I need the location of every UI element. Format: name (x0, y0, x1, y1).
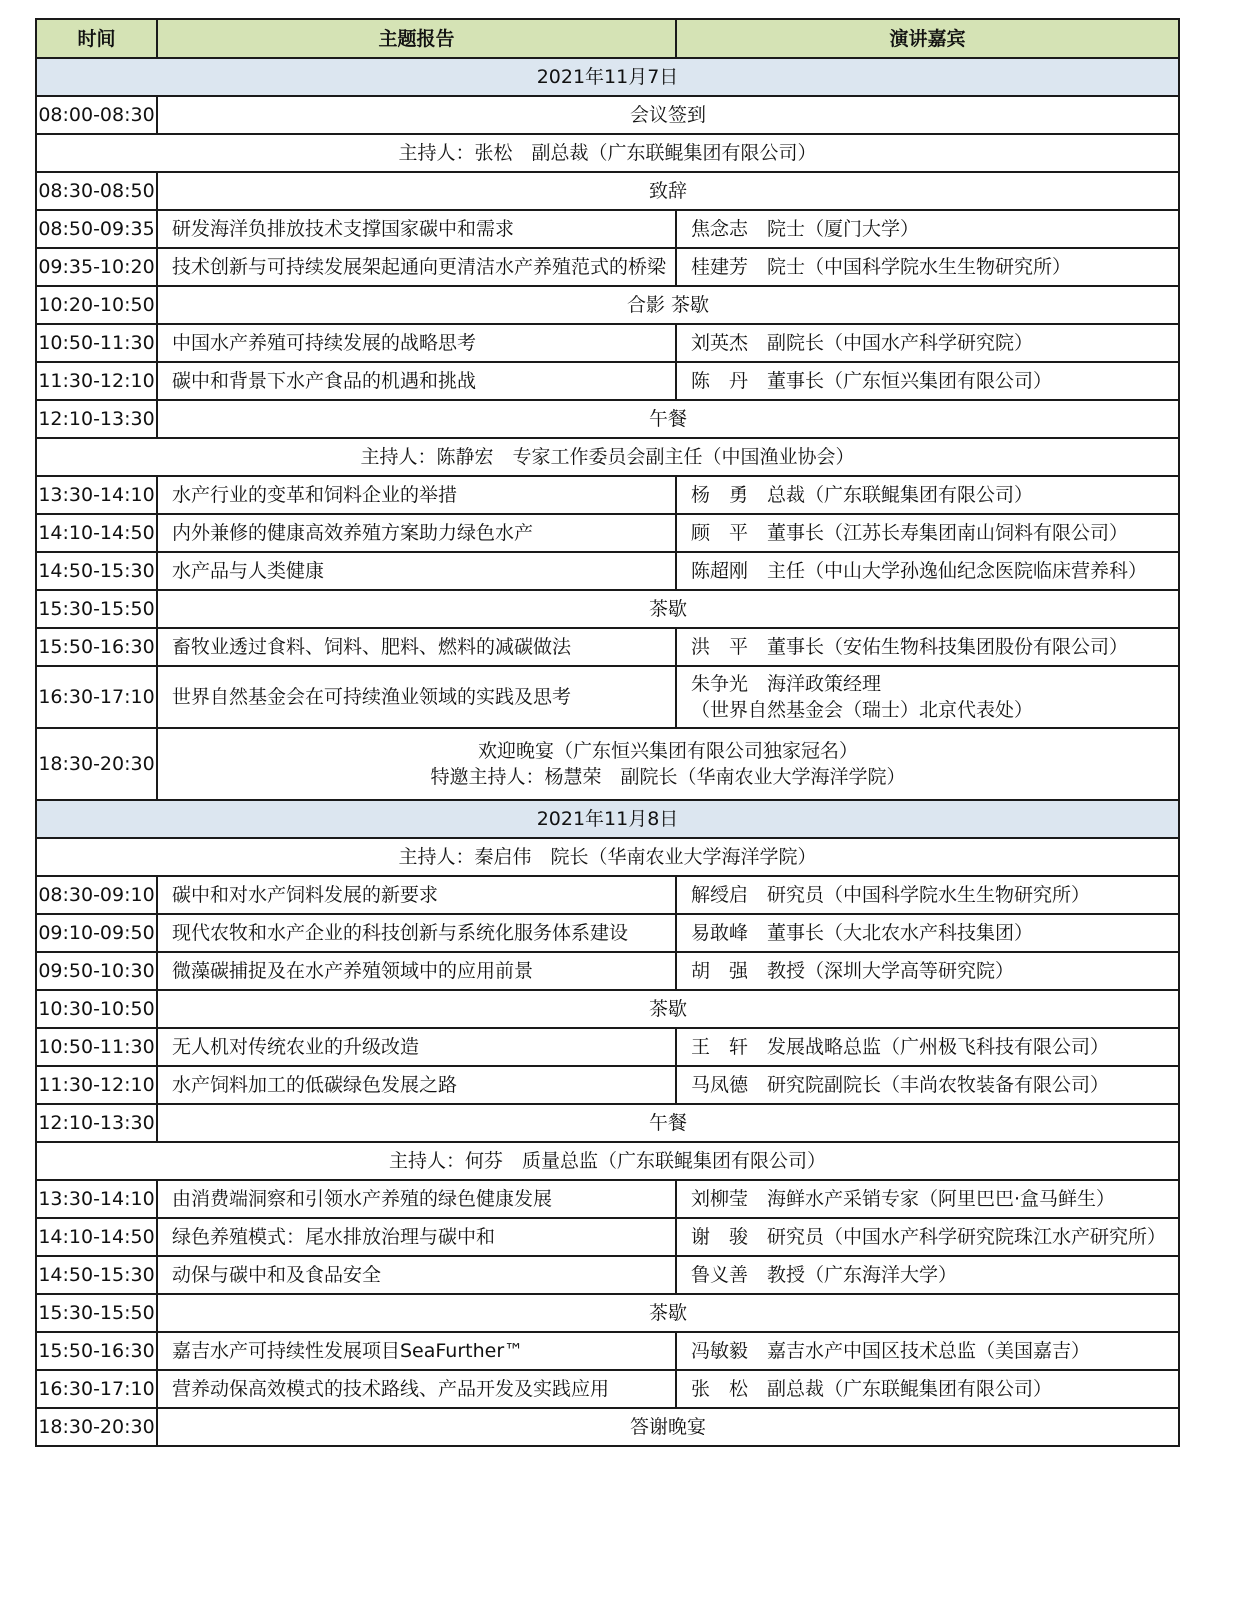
dinner-cell (157, 728, 1179, 800)
session-cell: 茶歇 (157, 1294, 1179, 1332)
host-cell: 主持人：秦启伟 院长（华南农业大学海洋学院） (36, 838, 1179, 876)
speaker-cell: 胡 强 教授（深圳大学高等研究院） (676, 952, 1179, 990)
time-cell: 08:50-09:35 (36, 210, 157, 248)
time-cell: 14:10-14:50 (36, 1218, 157, 1256)
table-row (36, 552, 1179, 590)
speaker-cell: 马凤德 研究院副院长（丰尚农牧装备有限公司） (676, 1066, 1179, 1104)
session-cell: 答谢晚宴 (157, 1408, 1179, 1446)
table-row (36, 400, 1179, 438)
time-cell: 13:30-14:10 (36, 476, 157, 514)
day2-section (36, 838, 1179, 1446)
table-row (36, 172, 1179, 210)
table-row (36, 324, 1179, 362)
table-row (36, 952, 1179, 990)
topic-cell: 水产饲料加工的低碳绿色发展之路 (157, 1066, 676, 1104)
session-cell: 致辞 (157, 172, 1179, 210)
topic-cell: 碳中和对水产饲料发展的新要求 (157, 876, 676, 914)
table-row (36, 1218, 1179, 1256)
table-row (36, 1332, 1179, 1370)
topic-cell: 碳中和背景下水产食品的机遇和挑战 (157, 362, 676, 400)
topic-cell: 内外兼修的健康高效养殖方案助力绿色水产 (157, 514, 676, 552)
table-row (36, 628, 1179, 666)
table-row (36, 514, 1179, 552)
time-cell: 09:35-10:20 (36, 248, 157, 286)
table-row (36, 1028, 1179, 1066)
table-row (36, 1180, 1179, 1218)
table-row (36, 666, 1179, 728)
date-label: 2021年11月7日 (36, 58, 1179, 96)
table-row (36, 1066, 1179, 1104)
table-row (36, 728, 1179, 800)
header-topic: 主题报告 (157, 19, 676, 58)
host-cell: 主持人：何芬 质量总监（广东联鲲集团有限公司） (36, 1142, 1179, 1180)
host-cell: 主持人：陈静宏 专家工作委员会副主任（中国渔业协会） (36, 438, 1179, 476)
day1-section (36, 58, 1179, 666)
topic-cell: 现代农牧和水产企业的科技创新与系统化服务体系建设 (157, 914, 676, 952)
table-row (36, 438, 1179, 476)
speaker-cell: 张 松 副总裁（广东联鲲集团有限公司） (676, 1370, 1179, 1408)
header-time: 时间 (36, 19, 157, 58)
time-cell: 15:30-15:50 (36, 1294, 157, 1332)
time-cell: 14:50-15:30 (36, 552, 157, 590)
time-cell: 18:30-20:30 (36, 1408, 157, 1446)
time-cell: 15:50-16:30 (36, 1332, 157, 1370)
time-cell: 14:10-14:50 (36, 514, 157, 552)
host-cell: 主持人：张松 副总裁（广东联鲲集团有限公司） (36, 134, 1179, 172)
time-cell: 15:30-15:50 (36, 590, 157, 628)
session-cell: 茶歇 (157, 590, 1179, 628)
time-cell: 12:10-13:30 (36, 400, 157, 438)
header-speaker: 演讲嘉宾 (676, 19, 1179, 58)
date-row (36, 58, 1179, 96)
time-cell: 08:30-09:10 (36, 876, 157, 914)
time-cell: 16:30-17:10 (36, 666, 157, 728)
speaker-cell (676, 666, 1179, 728)
table-row (36, 210, 1179, 248)
topic-cell: 水产行业的变革和饲料企业的举措 (157, 476, 676, 514)
speaker-cell: 易敢峰 董事长（大北农水产科技集团） (676, 914, 1179, 952)
table-row (36, 914, 1179, 952)
table-row (36, 1370, 1179, 1408)
dinner-title: 欢迎晚宴（广东恒兴集团有限公司独家冠名） (477, 740, 858, 762)
topic-cell: 嘉吉水产可持续性发展项目SeaFurther™ (157, 1332, 676, 1370)
time-cell: 14:50-15:30 (36, 1256, 157, 1294)
topic-cell: 中国水产养殖可持续发展的战略思考 (157, 324, 676, 362)
speaker-cell: 陈超刚 主任（中山大学孙逸仙纪念医院临床营养科） (676, 552, 1179, 590)
day1-extra-section (36, 666, 1179, 838)
table-row (36, 134, 1179, 172)
table-row (36, 1142, 1179, 1180)
topic-cell: 畜牧业透过食料、饲料、肥料、燃料的减碳做法 (157, 628, 676, 666)
speaker-affiliation: （世界自然基金会（瑞士）北京代表处） (691, 699, 1034, 721)
session-cell: 会议签到 (157, 96, 1179, 134)
topic-cell: 水产品与人类健康 (157, 552, 676, 590)
header-row (36, 19, 1179, 58)
time-cell: 18:30-20:30 (36, 728, 157, 800)
date-label: 2021年11月8日 (36, 800, 1179, 838)
topic-cell: 绿色养殖模式：尾水排放治理与碳中和 (157, 1218, 676, 1256)
speaker-cell: 解绶启 研究员（中国科学院水生生物研究所） (676, 876, 1179, 914)
speaker-cell: 洪 平 董事长（安佑生物科技集团股份有限公司） (676, 628, 1179, 666)
time-cell: 10:20-10:50 (36, 286, 157, 324)
speaker-cell: 谢 骏 研究员（中国水产科学研究院珠江水产研究所） (676, 1218, 1179, 1256)
table-row (36, 876, 1179, 914)
time-cell: 08:30-08:50 (36, 172, 157, 210)
speaker-cell: 焦念志 院士（厦门大学） (676, 210, 1179, 248)
speaker-cell: 陈 丹 董事长（广东恒兴集团有限公司） (676, 362, 1179, 400)
table-row (36, 990, 1179, 1028)
time-cell: 09:50-10:30 (36, 952, 157, 990)
topic-cell: 研发海洋负排放技术支撑国家碳中和需求 (157, 210, 676, 248)
table-row (36, 590, 1179, 628)
table-row (36, 476, 1179, 514)
speaker-cell: 王 轩 发展战略总监（广州极飞科技有限公司） (676, 1028, 1179, 1066)
table-row (36, 1256, 1179, 1294)
time-cell: 11:30-12:10 (36, 362, 157, 400)
time-cell: 11:30-12:10 (36, 1066, 157, 1104)
time-cell: 08:00-08:30 (36, 96, 157, 134)
table-row (36, 248, 1179, 286)
dinner-host: 特邀主持人：杨慧荣 副院长（华南农业大学海洋学院） (430, 766, 906, 788)
time-cell: 10:30-10:50 (36, 990, 157, 1028)
topic-cell: 由消费端洞察和引领水产养殖的绿色健康发展 (157, 1180, 676, 1218)
time-cell: 16:30-17:10 (36, 1370, 157, 1408)
speaker-cell: 刘英杰 副院长（中国水产科学研究院） (676, 324, 1179, 362)
time-cell: 15:50-16:30 (36, 628, 157, 666)
table-row (36, 838, 1179, 876)
speaker-cell: 冯敏毅 嘉吉水产中国区技术总监（美国嘉吉） (676, 1332, 1179, 1370)
time-cell: 10:50-11:30 (36, 1028, 157, 1066)
table-row (36, 1294, 1179, 1332)
speaker-cell: 鲁义善 教授（广东海洋大学） (676, 1256, 1179, 1294)
topic-cell: 微藻碳捕捉及在水产养殖领域中的应用前景 (157, 952, 676, 990)
time-cell: 12:10-13:30 (36, 1104, 157, 1142)
session-cell: 午餐 (157, 400, 1179, 438)
table-row (36, 96, 1179, 134)
table-row (36, 1104, 1179, 1142)
time-cell: 10:50-11:30 (36, 324, 157, 362)
topic-cell: 动保与碳中和及食品安全 (157, 1256, 676, 1294)
topic-cell: 无人机对传统农业的升级改造 (157, 1028, 676, 1066)
speaker-cell: 杨 勇 总裁（广东联鲲集团有限公司） (676, 476, 1179, 514)
table-row (36, 1408, 1179, 1446)
date-row (36, 800, 1179, 838)
table-row (36, 362, 1179, 400)
topic-cell: 技术创新与可持续发展架起通向更清洁水产养殖范式的桥梁 (157, 248, 676, 286)
session-cell: 合影 茶歇 (157, 286, 1179, 324)
speaker-cell: 顾 平 董事长（江苏长寿集团南山饲料有限公司） (676, 514, 1179, 552)
table-row (36, 286, 1179, 324)
speaker-cell: 桂建芳 院士（中国科学院水生生物研究所） (676, 248, 1179, 286)
topic-cell: 营养动保高效模式的技术路线、产品开发及实践应用 (157, 1370, 676, 1408)
session-cell: 午餐 (157, 1104, 1179, 1142)
time-cell: 09:10-09:50 (36, 914, 157, 952)
topic-cell: 世界自然基金会在可持续渔业领域的实践及思考 (157, 666, 676, 728)
session-cell: 茶歇 (157, 990, 1179, 1028)
speaker-line: 朱争光 海洋政策经理 (691, 673, 882, 695)
agenda-table (35, 18, 1180, 1447)
time-cell: 13:30-14:10 (36, 1180, 157, 1218)
speaker-cell: 刘柳莹 海鲜水产采销专家（阿里巴巴·盒马鲜生） (676, 1180, 1179, 1218)
